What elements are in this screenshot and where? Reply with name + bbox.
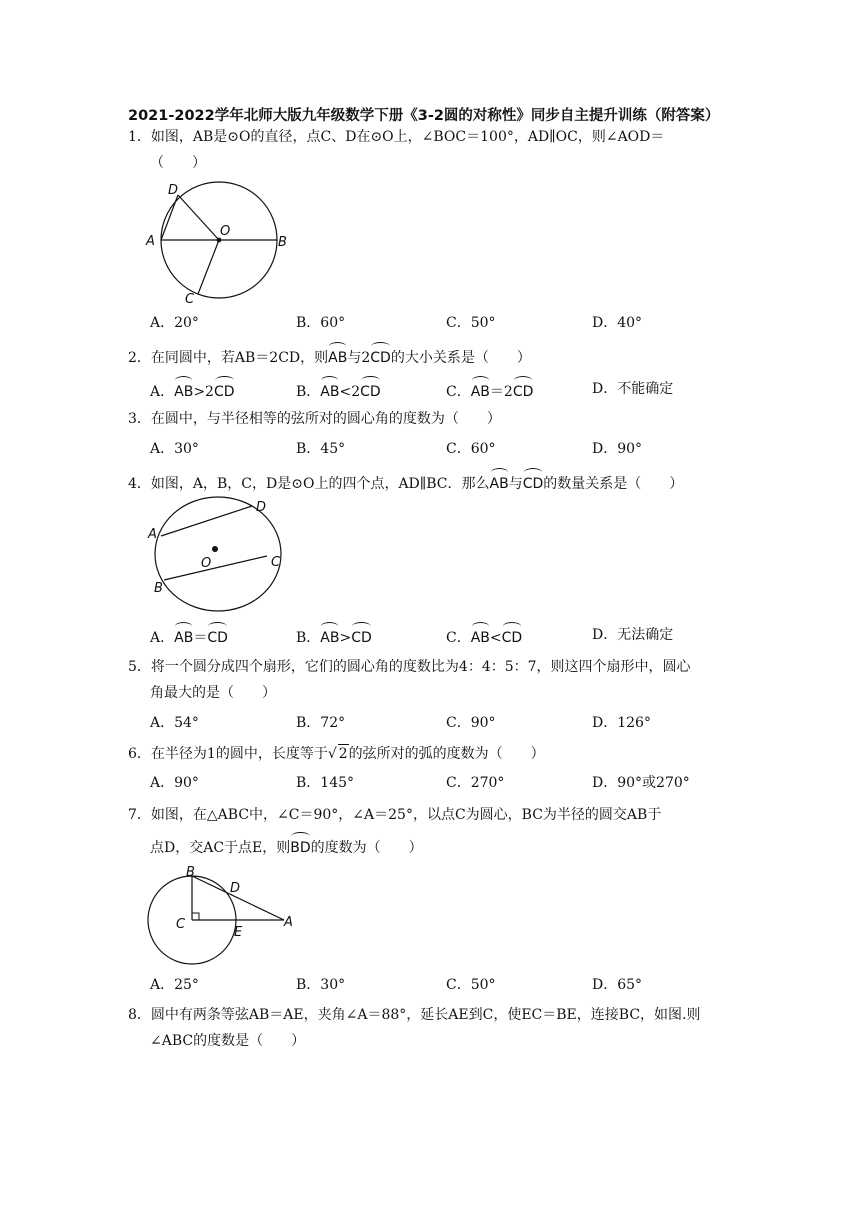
q4-option-b[interactable]: B．AB>CD (296, 626, 372, 647)
q7-label-a: A (284, 915, 293, 930)
q3-option-d[interactable]: D．90° (592, 441, 643, 457)
q2-option-a[interactable]: A．AB>2CD (150, 380, 235, 401)
q4-label-c: C (271, 555, 281, 570)
q2-option-c[interactable]: C．AB＝2CD (446, 380, 533, 401)
q1-figure (140, 178, 300, 308)
q6-option-a[interactable]: A．90° (150, 775, 199, 791)
q1-option-d[interactable]: D．40° (592, 315, 643, 331)
q7-arc-bd: BD (290, 836, 310, 857)
q7-option-d[interactable]: D．65° (592, 977, 643, 993)
q7-option-c[interactable]: C．50° (446, 977, 496, 993)
q5-option-b[interactable]: B．72° (296, 715, 346, 731)
q3-option-a[interactable]: A．30° (150, 441, 199, 457)
q4-option-d[interactable]: D．无法确定 (592, 627, 674, 643)
q7-stem-line1: 7．如图，在△ABC中，∠C＝90°，∠A＝25°，以点C为圆心，BC为半径的圆交AB于 (128, 807, 662, 823)
q2-option-b[interactable]: B．AB<2CD (296, 380, 381, 401)
q6-option-c[interactable]: C．270° (446, 775, 505, 791)
q1-option-c[interactable]: C．50° (446, 315, 496, 331)
q8-stem-line2: ∠ABC的度数是（ ） (150, 1033, 306, 1049)
q6-radicand: 2 (338, 746, 348, 762)
q1-label-d: D (168, 183, 179, 198)
q5-option-d[interactable]: D．126° (592, 715, 651, 731)
q4-label-b: B (154, 581, 163, 596)
q7-stem-line2: 点D，交AC于点E，则BD的度数为（ ） (150, 836, 423, 857)
q1-stem-line1: 1．如图，AB是⊙O的直径，点C、D在⊙O上，∠BOC＝100°，AD∥OC，则∠AOD＝ (128, 129, 665, 145)
q4-stem: 4．如图，A，B，C，D是⊙O上的四个点，AD∥BC．那么AB与CD的数量关系是（ ） (128, 472, 683, 493)
q3-stem: 3．在圆中，与半径相等的弦所对的圆心角的度数为（ ） (128, 411, 501, 427)
q6-stem: 6．在半径为1的圆中，长度等于√ 2的弦所对的弧的度数为（ ） (128, 746, 545, 762)
q7-figure (146, 862, 298, 972)
q4-label-a: A (148, 527, 157, 542)
q7-label-c: C (176, 917, 186, 932)
q4-figure (140, 494, 300, 614)
q7-label-b: B (186, 865, 195, 880)
q2-stem: 2．在同圆中，若AB＝2CD，则AB与2CD的大小关系是（ ） (128, 346, 531, 367)
q1-label-c: C (185, 292, 195, 307)
q2-arc-cd: CD (370, 346, 391, 367)
sqrt-sign: √ (327, 746, 337, 762)
q4-arc-cd: CD (523, 472, 544, 493)
q2-option-d[interactable]: D．不能确定 (592, 381, 674, 397)
q7-option-b[interactable]: B．30° (296, 977, 346, 993)
q6-option-d[interactable]: D．90°或270° (592, 775, 690, 791)
q4-option-c[interactable]: C．AB<CD (446, 626, 522, 647)
q4-option-a[interactable]: A．AB＝CD (150, 626, 228, 647)
q5-option-a[interactable]: A．54° (150, 715, 199, 731)
q1-option-a[interactable]: A．20° (150, 315, 199, 331)
q1-label-b: B (278, 235, 287, 250)
q6-option-b[interactable]: B．145° (296, 775, 355, 791)
q1-label-o: O (220, 224, 231, 239)
q8-stem-line1: 8．圆中有两条等弦AB＝AE，夹角∠A＝88°，延长AE到C，使EC＝BE，连接BC，如图.则 (128, 1007, 701, 1023)
q4-arc-ab: AB (490, 472, 509, 493)
worksheet-title: 2021-2022学年北师大版九年级数学下册《3-2圆的对称性》同步自主提升训练（附答案） (128, 108, 720, 124)
q5-option-c[interactable]: C．90° (446, 715, 496, 731)
q2-arc-ab: AB (328, 346, 347, 367)
q1-stem-line2: （ ） (150, 155, 206, 171)
q5-stem-line2: 角最大的是（ ） (150, 685, 276, 701)
q7-label-d: D (230, 881, 241, 896)
q1-option-b[interactable]: B．60° (296, 315, 346, 331)
q4-label-o: O (201, 556, 212, 571)
q7-label-e: E (234, 925, 243, 940)
q4-label-d: D (256, 500, 267, 515)
q3-option-b[interactable]: B．45° (296, 441, 346, 457)
q3-option-c[interactable]: C．60° (446, 441, 496, 457)
q7-option-a[interactable]: A．25° (150, 977, 199, 993)
q5-stem-line1: 5．将一个圆分成四个扇形，它们的圆心角的度数比为4：4：5：7，则这四个扇形中，圆心 (128, 659, 691, 675)
q1-label-a: A (146, 234, 155, 249)
